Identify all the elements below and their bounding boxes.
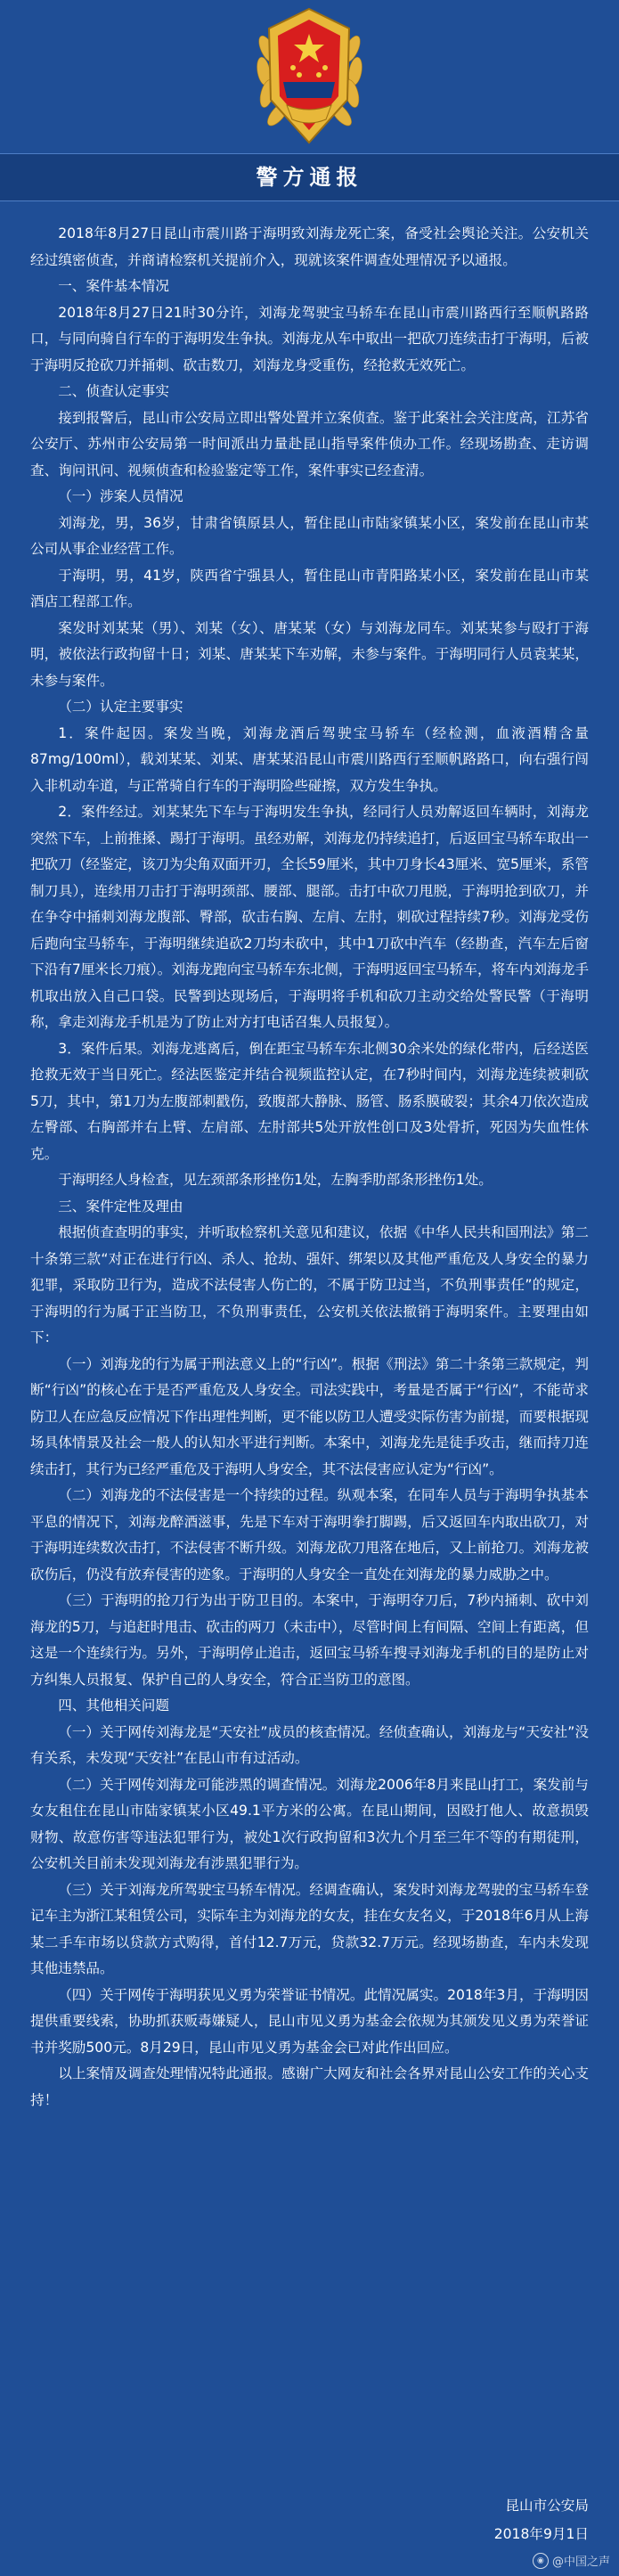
body-paragraph: （二）刘海龙的不法侵害是一个持续的过程。纵观本案，在同车人员与于海明争执基本平息的情况下，刘海龙醉酒滋事，先是下车对于海明拳打脚踢，后又返回车内取出砍刀，对于海明连续数次击打，不法侵害不断升级。刘海龙砍刀甩落在地后，又上前抢刀。刘海龙被砍伤后，仍没有放弃侵害的迹象。于海明的人身安全一直处在刘海龙的暴力威胁之中。: [30, 1487, 589, 1582]
body-paragraph: （一）关于网传刘海龙是“天安社”成员的核查情况。经侦查确认，刘海龙与“天安社”没有关系，未发现“天安社”在昆山市有过活动。: [30, 1723, 589, 1766]
body-paragraph: （三）于海明的抢刀行为出于防卫目的。本案中，于海明夺刀后，7秒内捅刺、砍中刘海龙的5刀，与追赶时甩击、砍击的两刀（未击中），尽管时间上有间隔、空间上有距离，但这是一个连续行为。另外，于海明停止追击，返回宝马轿车搜寻刘海龙手机的目的是防止对方纠集人员报复、保护自己的人身安全，符合正当防卫的意图。: [30, 1592, 589, 1688]
section-heading: 三、案件定性及理由: [58, 1198, 183, 1214]
section-heading: 二、侦查认定事实: [58, 383, 169, 399]
body-paragraph: （四）关于网传于海明获见义勇为荣誉证书情况。此情况属实。2018年3月，于海明因提供重要线索，协助抓获贩毒嫌疑人，昆山市见义勇为基金会依规为其颁发见义勇为荣誉证书并奖励500元。8月29日，昆山市见义勇为基金会已对此作出回应。: [30, 1986, 589, 2056]
body-paragraph: 3．案件后果。刘海龙逃离后，倒在距宝马轿车东北侧30余米处的绿化带内，后经送医抢救无效于当日死亡。经法医鉴定并结合视频监控认定，在7秒时间内，刘海龙连续被刺砍5刀，其中，第1刀为左腹部刺戳伤，致腹部大静脉、肠管、肠系膜破裂；其余4刀依次造成左臀部、右胸部并右上臂、左肩部、左肘部共5处开放性创口及3处骨折，死因为失血性休克。: [30, 1040, 589, 1162]
notice-title: 警方通报: [0, 153, 619, 201]
body-paragraph: （二）关于网传刘海龙可能涉黑的调查情况。刘海龙2006年8月来昆山打工，案发前与女友租住在昆山市陆家镇某小区49.1平方米的公寓。在昆山期间，因殴打他人、故意损毁财物、故意伤害等违法犯罪行为，被处1次行政拘留和3次九个月至三年不等的有期徒刑，公安机关目前未发现刘海龙有涉黑犯罪行为。: [30, 1776, 589, 1871]
issue-date: 2018年9月1日: [493, 2526, 589, 2542]
section-heading: 接到报警后，昆山市公安局立即出警处置并立案侦查。鉴于此案社会关注度高，江苏省公安厅、苏州市公安局第一时间派出力量赴昆山指导案件侦办工作。经现场勘查、走访调查、询问讯问、视频侦查和检验鉴定等工作，案件事实已经查清。: [30, 409, 589, 478]
emblem-area: [0, 0, 619, 143]
body-paragraph: （一）涉案人员情况: [58, 488, 183, 504]
issuer-name: 昆山市公安局: [505, 2498, 589, 2514]
body-paragraph: 刘海龙，男，36岁，甘肃省镇原县人，暂住昆山市陆家镇某小区，案发前在昆山市某公司从事企业经营工作。: [30, 514, 589, 557]
watermark-text: @中国之声: [551, 2556, 610, 2569]
body-paragraph: 于海明经人身检查，见左颈部条形挫伤1处，左胸季肋部条形挫伤1处。: [58, 1172, 493, 1188]
section-heading: 四、其他相关问题: [58, 1697, 169, 1713]
watermark: [533, 2552, 610, 2569]
police-badge-icon: [0, 0, 619, 151]
body-paragraph: （一）刘海龙的行为属于刑法意义上的“行凶”。根据《刑法》第二十条第三款规定，判断“行凶”的核心在于是否严重危及人身安全。司法实践中，考量是否属于“行凶”，不能苛求防卫人在应急反应情况下作出理性判断，更不能以防卫人遭受实际伤害为前提，而要根据现场具体情景及社会一般人的认知水平进行判断。本案中，刘海龙先是徒手攻击，继而持刀连续击打，其行为已经严重危及于海明人身安全，其不法侵害应认定为“行凶”。: [30, 1355, 589, 1477]
body-paragraph: 2018年8月27日昆山市震川路于海明致刘海龙死亡案，备受社会舆论关注。公安机关经过缜密侦查，并商请检察机关提前介入，现就该案件调查处理情况予以通报。: [30, 225, 589, 268]
section-heading: 案发时刘某某（男）、刘某（女）、唐某某（女）与刘海龙同车。刘某某参与殴打于海明，被依法行政拘留十日；刘某、唐某某下车劝解，未参与案件。于海明同行人员袁某某，未参与案件。: [30, 619, 589, 689]
weibo-icon: ◉: [533, 2553, 549, 2569]
body-paragraph: 1．案件起因。案发当晚，刘海龙酒后驾驶宝马轿车（经检测，血液酒精含量87mg/100ml），载刘某某、刘某、唐某某沿昆山市震川路西行至顺帆路路口，向右强行闯入非机动车道，与正常骑自行车的于海明险些碰擦，双方发生争执。: [30, 724, 589, 794]
body-paragraph: 根据侦查查明的事实，并听取检察机关意见和建议，依据《中华人民共和国刑法》第二十条第三款“对正在进行行凶、杀人、抢劫、强奸、绑架以及其他严重危及人身安全的暴力犯罪，采取防卫行为，造成不法侵害人伤亡的，不属于防卫过当，不负刑事责任”的规定，于海明的行为属于正当防卫，不负刑事责任，公安机关依法撤销于海明案件。主要理由如下：: [30, 1224, 589, 1345]
section-heading: 一、案件基本情况: [58, 278, 169, 294]
body-paragraph: 2018年8月27日21时30分许，刘海龙驾驶宝马轿车在昆山市震川路西行至顺帆路路口，与同向骑自行车的于海明发生争执。刘海龙从车中取出一把砍刀连续击打于海明，后被于海明反抢砍刀并捅刺、砍击数刀，刘海龙身受重伤，经抢救无效死亡。: [30, 304, 589, 373]
body-paragraph: （二）认定主要事实: [58, 699, 183, 715]
body-paragraph: 于海明，男，41岁，陕西省宁强县人，暂住昆山市青阳路某小区，案发前在昆山市某酒店工程部工作。: [30, 567, 589, 609]
notice-body: [30, 221, 589, 2114]
body-paragraph: （三）关于刘海龙所驾驶宝马轿车情况。经调查确认，案发时刘海龙驾驶的宝马轿车登记车主为浙江某租赁公司，实际车主为刘海龙的女友，挂在女友名义，于2018年6月从上海某二手车市场以贷款方式购得，首付12.7万元，贷款32.7万元。经现场勘查，车内未发现其他违禁品。: [30, 1881, 589, 1976]
body-paragraph: 2．案件经过。刘某某先下车与于海明发生争执，经同行人员劝解返回车辆时，刘海龙突然下车，上前推搡、踢打于海明。虽经劝解，刘海龙仍持续追打，后返回宝马轿车取出一把砍刀（经鉴定，该刀为尖角双面开刃，全长59厘米，其中刀身长43厘米、宽5厘米，系管制刀具），连续用刀击打于海明颈部、腰部、腿部。击打中砍刀甩脱，于海明抢到砍刀，并在争夺中捅刺刘海龙腹部、臀部，砍击右胸、左肩、左肘，刺砍过程持续7秒。刘海龙受伤后跑向宝马轿车，于海明继续追砍2刀均未砍中，其中1刀砍中汽车（经勘查，汽车左后窗下沿有7厘米长刀痕）。刘海龙跑向宝马轿车东北侧，于海明返回宝马轿车，将车内刘海龙手机取出放入自己口袋。民警到达现场后，于海明将手机和砍刀主动交给处警民警（于海明称，拿走刘海龙手机是为了防止对方打电话召集人员报复）。: [30, 804, 589, 1030]
body-paragraph: 以上案情及调查处理情况特此通报。感谢广大网友和社会各界对昆山公安工作的关心支持！: [30, 2065, 589, 2108]
